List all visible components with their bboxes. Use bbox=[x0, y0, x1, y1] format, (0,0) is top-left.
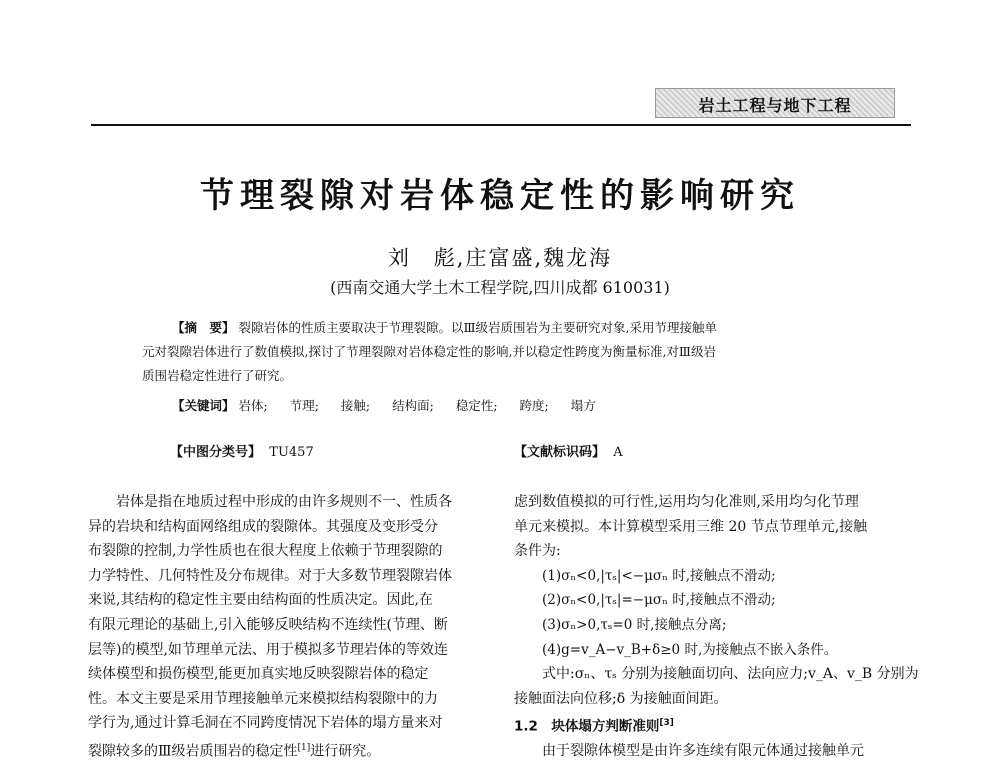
keyword: 塌方 bbox=[570, 398, 596, 413]
body-line: 单元来模拟。本计算模型采用三维 20 节点节理单元,接触 bbox=[514, 518, 868, 535]
body-line: 岩体是指在地质过程中形成的由许多规则不一、性质各 bbox=[116, 494, 452, 510]
body-line: 由于裂隙体模型是由许多连续有限元体通过接触单元 bbox=[542, 743, 864, 760]
keyword: 接触; bbox=[340, 398, 371, 413]
body-line: 虑到数值模拟的可行性,运用均匀化准则,采用均匀化节理 bbox=[514, 494, 859, 510]
keyword: 节理; bbox=[289, 398, 319, 413]
section-tag-text: 岩土工程与地下工程 bbox=[698, 96, 852, 115]
body-line: 来说,其结构的稳定性主要由结构面的性质决定。因此,在 bbox=[88, 592, 433, 609]
section-heading-text: 1.2 块体塌方判断准则 bbox=[514, 718, 660, 735]
abstract-line-2: 元对裂隙岩体进行了数值模拟,探讨了节理裂隙对岩体稳定性的影响,并以稳定性跨度为衡量标准,对Ⅲ级岩 bbox=[142, 344, 716, 359]
left-column bbox=[88, 490, 488, 764]
body-line: 异的岩块和结构面网络组成的裂隙体。其强度及变形受分 bbox=[88, 518, 438, 535]
abstract-line-3: 质围岩稳定性进行了研究。 bbox=[142, 368, 293, 383]
keyword: 跨度; bbox=[519, 398, 549, 413]
document-code bbox=[514, 441, 623, 460]
body-line: 续体模型和损伤模型,能更加真实地反映裂隙岩体的稳定 bbox=[88, 666, 429, 683]
keyword: 结构面; bbox=[392, 398, 434, 413]
body-line: 力学特性、几何特性及分布规律。对于大多数节理裂隙岩体 bbox=[88, 567, 452, 584]
authors: 刘 彪,庄富盛,魏龙海 bbox=[387, 246, 613, 270]
document-code-label: 【文献标识码】 bbox=[514, 445, 606, 460]
abstract-line-1 bbox=[172, 316, 872, 340]
contact-condition: (4)g=v_A−v_B+δ≥0 时,为接触点不嵌入条件。 bbox=[542, 641, 838, 658]
classification bbox=[170, 441, 314, 460]
document-code-value: A bbox=[613, 445, 623, 460]
body-line: 条件为: bbox=[514, 543, 561, 560]
section-tag bbox=[655, 88, 895, 118]
keyword: 岩体; bbox=[238, 398, 268, 413]
paper-title: 节理裂隙对岩体稳定性的影响研究 bbox=[200, 176, 800, 216]
body-line: 有限元理论的基础上,引入能够反映结构不连续性(节理、断 bbox=[88, 616, 448, 633]
contact-condition: (2)σₙ<0,|τₛ|=−μσₙ 时,接触点不滑动; bbox=[542, 592, 776, 609]
body-text: 裂隙较多的Ⅲ级岩质围岩的稳定性 bbox=[88, 743, 298, 760]
abstract-text-1: 裂隙岩体的性质主要取决于节理裂隙。以Ⅲ级岩质围岩为主要研究对象,采用节理接触单 bbox=[238, 320, 718, 335]
abstract-label: 【摘 要】 bbox=[172, 320, 235, 335]
body-line: 性。本文主要是采用节理接触单元来模拟结构裂隙中的力 bbox=[88, 690, 438, 707]
contact-condition: (3)σₙ>0,τₛ=0 时,接触点分离; bbox=[542, 616, 727, 633]
classification-label: 【中图分类号】 bbox=[170, 445, 262, 460]
body-line: 接触面法向位移;δ 为接触面间距。 bbox=[514, 690, 728, 707]
body-line: 层等)的模型,如节理单元法、用于模拟多节理岩体的等效连 bbox=[88, 641, 448, 658]
affiliation: (西南交通大学土木工程学院,四川成都 610031) bbox=[330, 278, 670, 297]
body-line: 布裂隙的控制,力学性质也在很大程度上依赖于节理裂隙的 bbox=[88, 543, 443, 560]
right-column bbox=[514, 490, 924, 764]
section-heading bbox=[514, 711, 924, 739]
citation: [1] bbox=[297, 742, 311, 753]
keyword: 稳定性; bbox=[455, 398, 498, 413]
body-text: 进行研究。 bbox=[310, 743, 381, 760]
body-line: 式中:σₙ、τₛ 分别为接触面切向、法向应力;v_A、v_B 分别为 bbox=[542, 666, 919, 683]
citation: [3] bbox=[659, 718, 674, 729]
body-line: 学行为,通过计算毛洞在不同跨度情况下岩体的塌方量来对 bbox=[88, 715, 443, 732]
keywords bbox=[172, 394, 872, 418]
keywords-label: 【关键词】 bbox=[172, 398, 235, 413]
classification-value: TU457 bbox=[269, 445, 314, 460]
contact-condition: (1)σₙ<0,|τₛ|<−μσₙ 时,接触点不滑动; bbox=[542, 567, 776, 584]
header-rule bbox=[91, 124, 911, 126]
